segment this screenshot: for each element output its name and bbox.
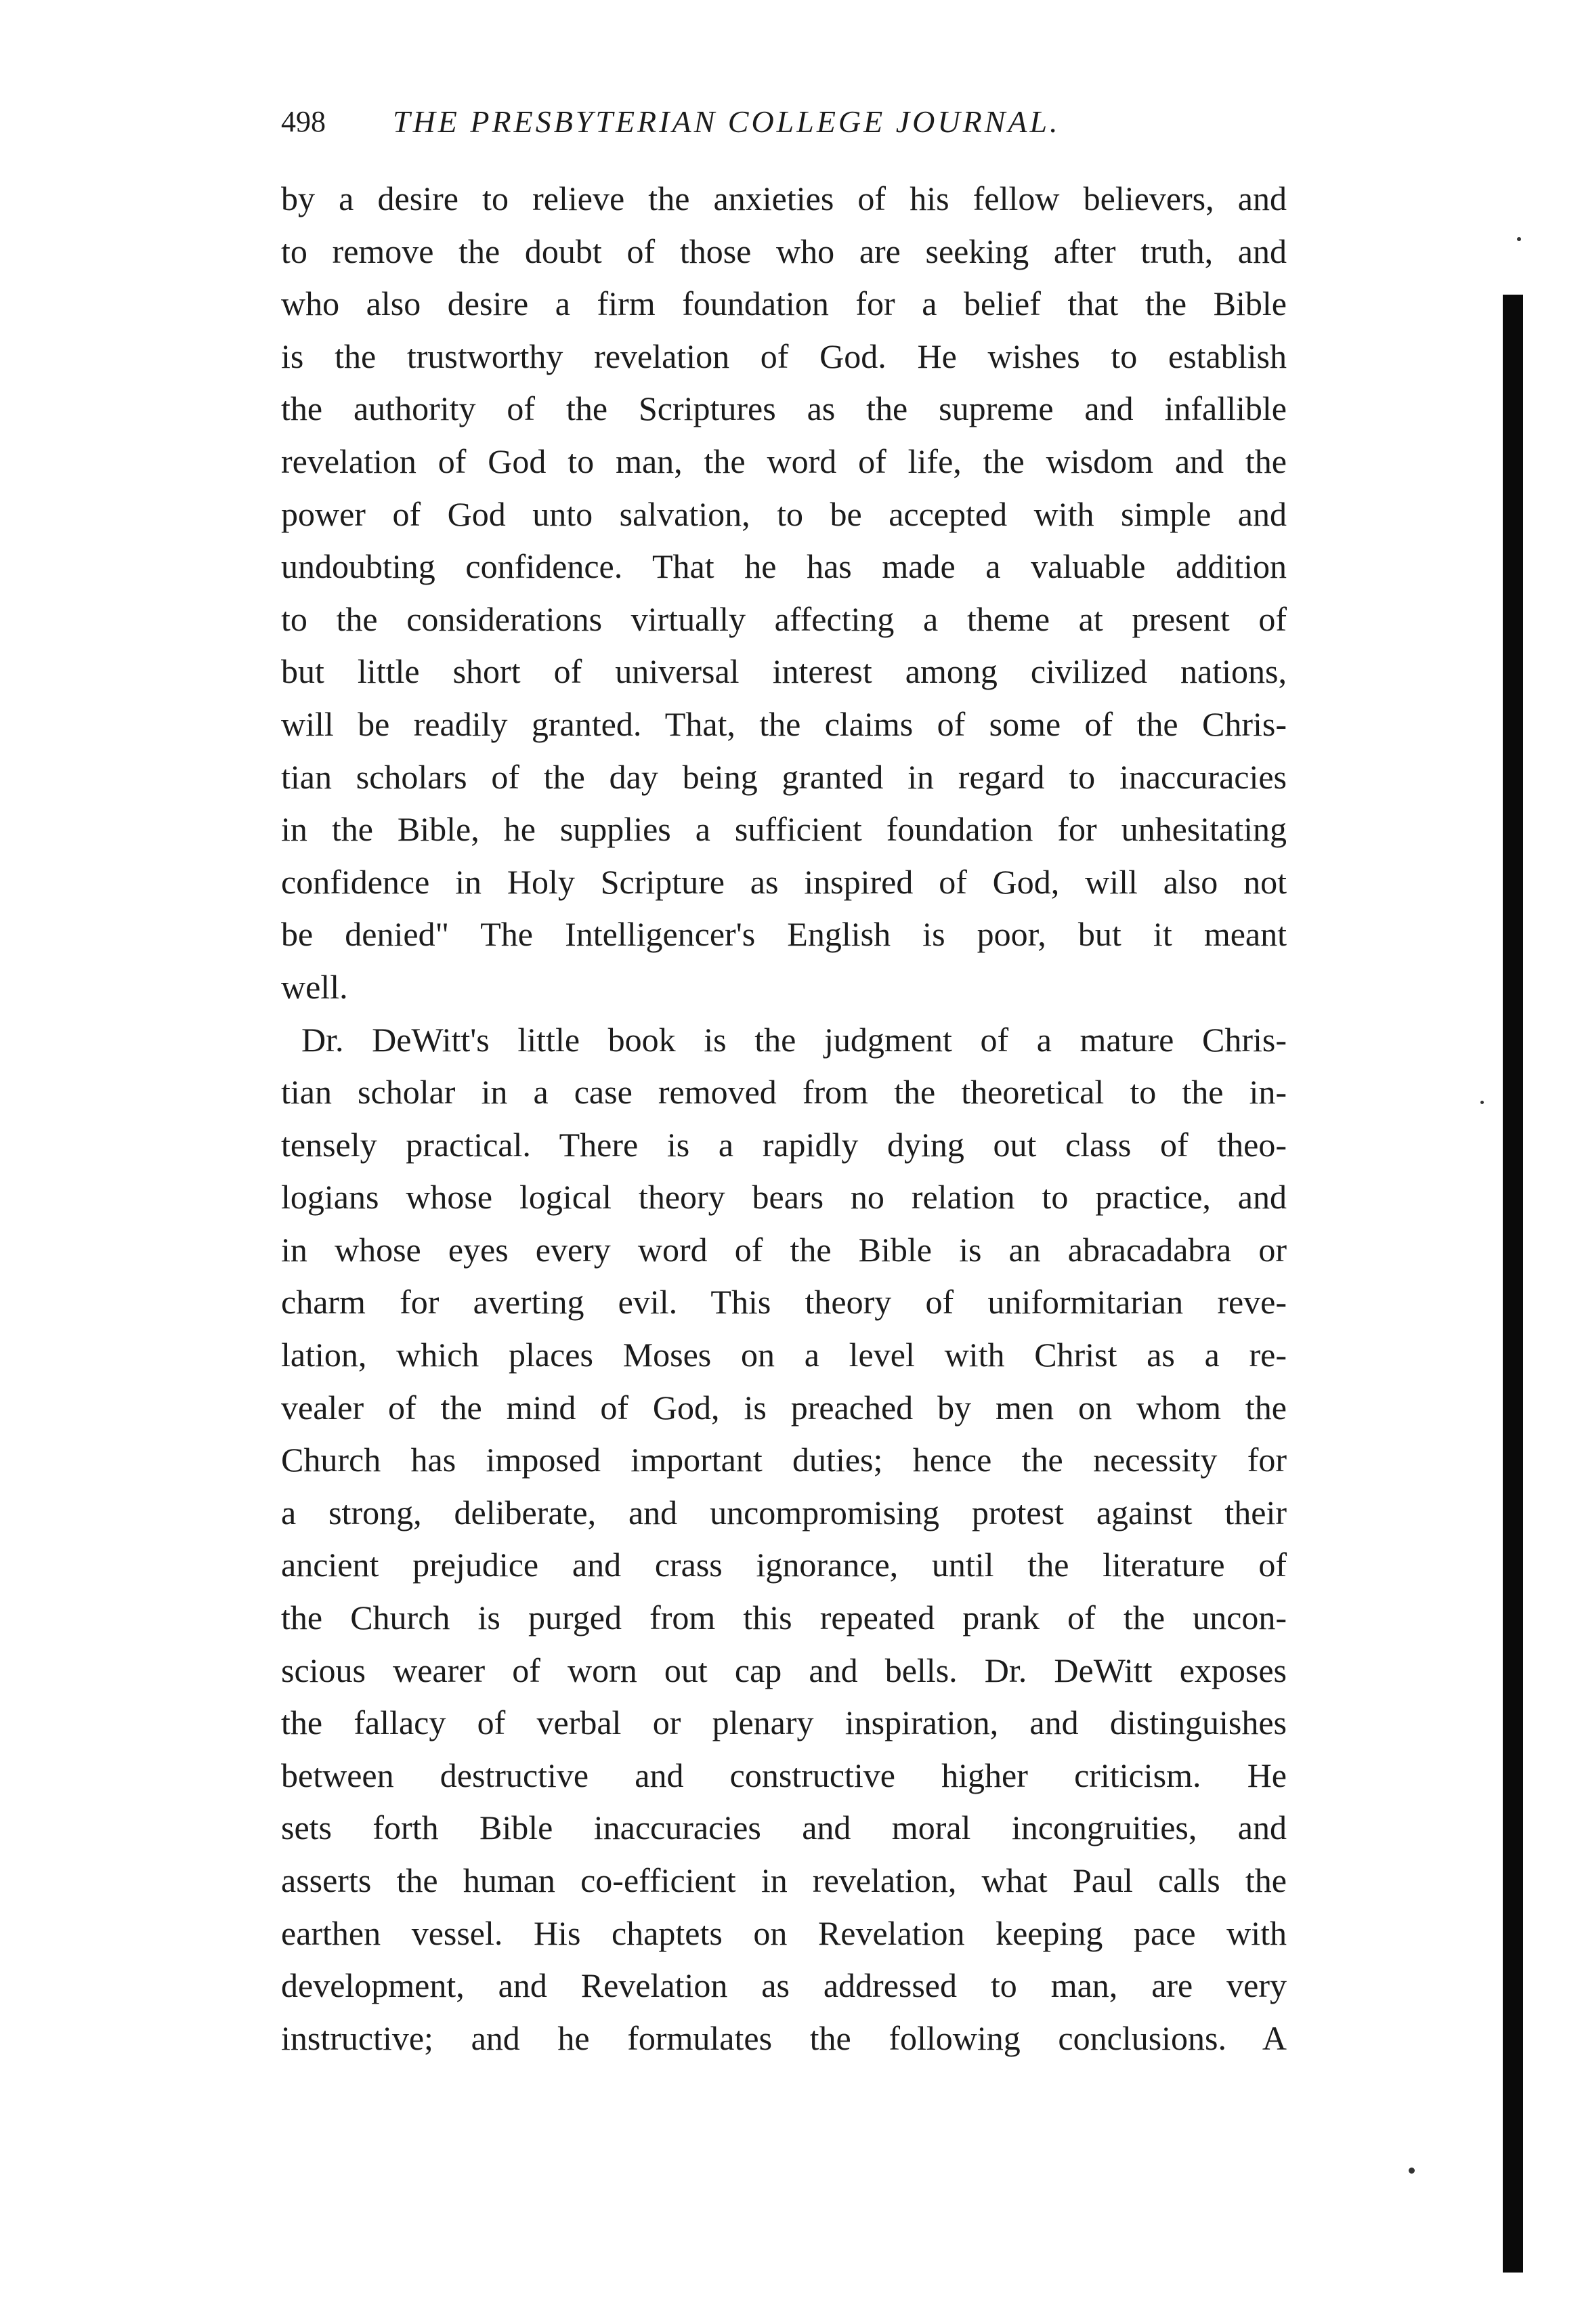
text-line: is the trustworthy revelation of God. He wishes to establish [281,337,1287,375]
text-line: a strong, deliberate, and uncompromising protest against their [281,1493,1287,1531]
text-line: tian scholars of the day being granted in regard to inaccuracies [281,757,1287,796]
text-line: the fallacy of verbal or plenary inspiration, and distinguishes [281,1704,1287,1742]
text-line: charm for averting evil. This theory of uniformitarian reve- [281,1283,1287,1322]
text-line: in the Bible, he supplies a sufficient foundation for unhesitating [281,810,1287,849]
text-line: sets forth Bible inaccuracies and moral incongruities, and [281,1809,1287,1847]
text-line: scious wearer of worn out cap and bells. Dr. DeWitt exposes [281,1651,1287,1689]
page-header [281,95,1287,149]
text-line: Church has imposed important duties; hence the necessity for [281,1441,1287,1479]
text-line: power of God unto salvation, to be accepted with simple and [281,494,1287,533]
scan-speck [1409,2168,1415,2174]
text-line: undoubting confidence. That he has made a valuable addition [281,547,1287,586]
text-line: to remove the doubt of those who are seeking after truth, and [281,232,1287,270]
running-head: THE PRESBYTERIAN COLLEGE JOURNAL. [393,104,1061,139]
text-line: between destructive and constructive higher criticism. He [281,1756,1287,1794]
text-line: logians whose logical theory bears no relation to practice, and [281,1178,1287,1217]
text-line: earthen vessel. His chaptets on Revelation keeping pace with [281,1914,1287,1952]
scan-speck [1517,237,1521,241]
binding-edge-shadow [1503,295,1523,2273]
text-line: tensely practical. There is a rapidly dying out class of theo- [281,1125,1287,1164]
text-line: will be readily granted. That, the claims of some of the Chris- [281,704,1287,743]
scan-speck [1480,1101,1484,1104]
text-line: the Church is purged from this repeated prank of the uncon- [281,1599,1287,1637]
text-line: development, and Revelation as addressed to man, are very [281,1966,1287,2005]
body-text [281,173,1287,2065]
text-line: the authority of the Scriptures as the supreme and infallible [281,389,1287,428]
text-line: by a desire to relieve the anxieties of his fellow believers, and [281,179,1287,217]
text-line: well. [281,967,348,1006]
text-line: asserts the human co-efficient in revelation, what Paul calls the [281,1861,1287,1899]
text-line: vealer of the mind of God, is preached by men on whom the [281,1388,1287,1427]
text-line: in whose eyes every word of the Bible is an abracadabra or [281,1230,1287,1269]
text-line: lation, which places Moses on a level with Christ as a re- [281,1336,1287,1374]
text-line: be denied" The Intelligencer's English is poor, but it meant [281,915,1287,954]
paragraph-start-line: Dr. DeWitt's little book is the judgment of a mature Chris- [301,1020,1287,1059]
text-line: but little short of universal interest among civilized nations, [281,652,1287,691]
text-line: tian scholar in a case removed from the theoretical to the in- [281,1073,1287,1112]
text-line: confidence in Holy Scripture as inspired of God, will also not [281,862,1287,901]
page-number: 498 [281,105,326,138]
text-line: who also desire a firm foundation for a belief that the Bible [281,284,1287,323]
text-line: to the considerations virtually affecting a theme at present of [281,599,1287,638]
text-line: instructive; and he formulates the following conclusions. A [281,2019,1287,2057]
text-line: ancient prejudice and crass ignorance, until the literature of [281,1546,1287,1584]
text-line: revelation of God to man, the word of life, the wisdom and the [281,442,1287,480]
